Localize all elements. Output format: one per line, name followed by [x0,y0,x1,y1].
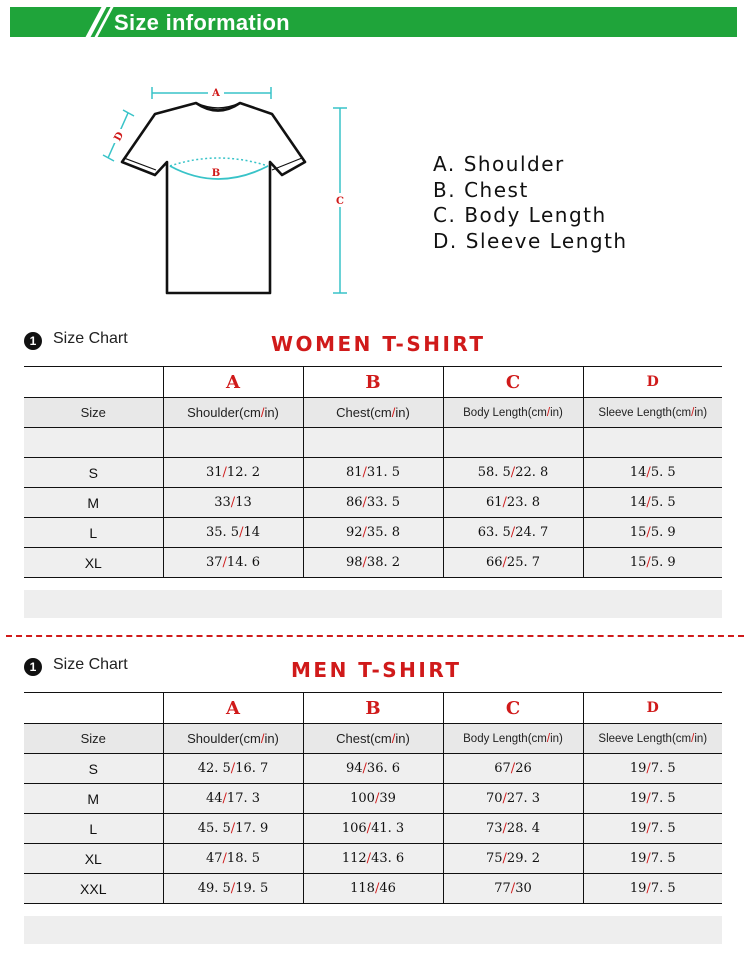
chest-measure-top [170,158,268,166]
value-sep: / [510,881,516,896]
header-unit: in) [694,732,708,745]
sleeve-value-cell [583,754,722,784]
value-cm: 118 [350,881,375,896]
blank-row [24,428,722,458]
shoulder-value-cell [163,518,303,548]
value-sep: / [230,761,236,776]
value-in: 14 [243,525,260,540]
chest-value-cell [303,814,443,844]
size-cell: XL [24,548,163,578]
sleeve-value-cell [583,488,722,518]
blank-cell [303,428,443,458]
shoulder-value-cell [163,458,303,488]
value-in: 29. 2 [506,851,540,866]
section-number-badge: 1 [24,332,42,350]
value-sep: / [646,881,651,896]
value-sep: / [646,851,651,866]
value-sep: / [646,525,651,540]
value-cm: 94 [345,761,363,776]
value-sep: / [362,555,367,570]
diagram-label-b: B [211,168,221,179]
header-sleeve-length [583,724,722,754]
value-in: 31. 5 [366,465,400,480]
chest-value-cell [303,844,443,874]
value-sep: / [222,555,227,570]
letter-a: A [163,693,303,724]
size-cell: M [24,784,163,814]
header-sep: / [546,406,551,419]
body-value-cell [443,784,583,814]
value-sep: / [366,821,372,836]
sleeve-value-cell [583,814,722,844]
value-sep: / [222,791,227,806]
table-row [24,548,722,578]
value-cm: 35. 5 [205,525,240,540]
sleeve-value-cell [583,458,722,488]
value-cm: 67 [494,761,511,776]
value-in: 27. 3 [506,791,540,806]
value-cm: 61 [485,495,503,510]
value-cm: 49. 5 [197,881,231,896]
header-unit: in) [264,731,279,746]
men-table-body [24,754,722,904]
chest-value-cell [303,458,443,488]
header-sep: / [260,405,265,420]
header-unit: in) [395,405,410,420]
value-sep: / [646,791,651,806]
chest-value-cell [303,784,443,814]
value-in: 30 [515,881,532,896]
body-value-cell [443,458,583,488]
header-chest [303,398,443,428]
tshirt-outline [122,103,305,293]
value-cm: 81 [345,465,363,480]
measurement-legend [433,152,636,254]
value-in: 19. 5 [235,881,269,896]
sleeve-value-cell [583,844,722,874]
value-sep: / [362,761,367,776]
header-unit: in) [550,732,563,745]
legend-letter: C. [433,203,457,227]
table-row [24,518,722,548]
letter-row [24,367,722,398]
size-cell: S [24,754,163,784]
value-in: 41. 3 [371,821,405,836]
value-in: 24. 7 [515,525,549,540]
value-in: 23. 8 [506,495,540,510]
value-cm: 14 [629,465,647,480]
sleeve-value-cell [583,548,722,578]
legend-item [433,178,636,204]
value-in: 17. 9 [235,821,269,836]
value-cm: 45. 5 [197,821,231,836]
value-in: 5. 5 [650,495,676,510]
blank-cell [24,428,163,458]
value-in: 18. 5 [226,851,260,866]
value-sep: / [646,495,651,510]
value-cm: 86 [345,495,363,510]
legend-text: Sleeve Length [465,228,628,253]
size-cell: L [24,518,163,548]
value-cm: 98 [345,555,363,570]
shoulder-value-cell [163,874,303,904]
header-chest [303,724,443,754]
value-in: 46 [379,881,396,896]
header-row [24,398,722,428]
header-unit: in) [395,731,410,746]
value-sep: / [366,851,372,866]
legend-letter: A. [433,152,456,176]
header-text: Body Length(cm [463,406,547,419]
value-cm: 19 [629,791,647,806]
legend-letter: D. [433,228,458,253]
header-unit: in) [550,406,563,419]
legend-item [433,229,636,255]
value-in: 16. 7 [235,761,269,776]
value-cm: 19 [629,881,647,896]
sleeve-hem-right [272,158,302,170]
diagram-label-c: C [336,196,344,207]
value-cm: 58. 5 [477,465,511,480]
size-cell: XL [24,844,163,874]
header-sep: / [691,732,695,745]
value-in: 35. 8 [366,525,400,540]
table-row [24,844,722,874]
value-in: 5. 9 [650,555,676,570]
value-cm: 33 [214,495,231,510]
header-shoulder [163,398,303,428]
value-cm: 92 [345,525,363,540]
value-cm: 63. 5 [477,525,511,540]
header-text: Shoulder(cm [187,405,261,420]
value-in: 38. 2 [366,555,400,570]
section-label: Size Chart [53,330,128,347]
letter-a: A [163,367,303,398]
body-value-cell [443,844,583,874]
section-banner [10,7,737,37]
value-cm: 19 [629,821,647,836]
value-cm: 15 [629,555,647,570]
header-body-length [443,724,583,754]
shoulder-value-cell [163,548,303,578]
table-row [24,874,722,904]
diagram-label-d: D [112,130,127,144]
value-sep: / [646,821,651,836]
value-cm: 19 [629,761,647,776]
value-sep: / [510,465,516,480]
shoulder-value-cell [163,814,303,844]
legend-letter: B. [433,177,457,202]
legend-item [433,203,636,229]
value-cm: 106 [341,821,367,836]
chest-value-cell [303,874,443,904]
value-sep: / [646,465,651,480]
body-value-cell [443,488,583,518]
body-value-cell [443,518,583,548]
legend-text: Chest [464,177,529,202]
letter-b: B [303,367,443,398]
men-chart-title: MEN T-SHIRT [291,658,462,682]
value-sep: / [362,495,367,510]
legend-text: Body Length [464,203,607,227]
shoulder-value-cell [163,488,303,518]
value-sep: / [502,555,507,570]
blank-cell [443,428,583,458]
value-in: 33. 5 [366,495,400,510]
value-in: 7. 5 [650,881,676,896]
value-sep: / [230,821,236,836]
shoulder-value-cell [163,844,303,874]
value-in: 26 [515,761,532,776]
table-row [24,458,722,488]
value-sep: / [374,791,380,806]
value-sep: / [510,525,516,540]
value-in: 25. 7 [506,555,540,570]
value-sep: / [362,465,367,480]
value-in: 7. 5 [650,761,676,776]
table-row [24,754,722,784]
header-sleeve-length [583,398,722,428]
value-cm: 15 [629,525,647,540]
value-cm: 73 [485,821,503,836]
body-value-cell [443,874,583,904]
header-text: Sleeve Length(cm [598,732,692,745]
value-cm: 112 [341,851,367,866]
body-value-cell [443,754,583,784]
body-value-cell [443,814,583,844]
value-sep: / [646,761,651,776]
value-in: 7. 5 [650,821,676,836]
value-sep: / [239,525,244,540]
header-text: Body Length(cm [463,732,547,745]
value-in: 28. 4 [506,821,540,836]
header-size [24,398,163,428]
chest-value-cell [303,488,443,518]
value-cm: 42. 5 [197,761,231,776]
letter-b: B [303,693,443,724]
value-cm: 14 [629,495,647,510]
chest-value-cell [303,548,443,578]
value-in: 22. 8 [515,465,549,480]
letter-cell-empty [24,693,163,724]
letter-c: C [443,693,583,724]
banner-title: Size information [114,10,290,35]
legend-item [433,152,636,178]
table-row [24,488,722,518]
header-shoulder [163,724,303,754]
value-in: 43. 6 [371,851,405,866]
table-row [24,784,722,814]
tshirt-diagram [100,80,370,300]
value-in: 13 [235,495,252,510]
body-value-cell [443,548,583,578]
sleeve-value-cell [583,874,722,904]
value-sep: / [222,851,227,866]
sleeve-value-cell [583,518,722,548]
value-cm: 31 [205,465,223,480]
women-size-table [24,366,722,578]
header-text: Chest(cm [336,405,392,420]
value-in: 7. 5 [650,791,676,806]
value-cm: 47 [205,851,223,866]
value-cm: 75 [485,851,503,866]
value-cm: 37 [205,555,223,570]
value-sep: / [502,821,507,836]
letter-c: C [443,367,583,398]
value-in: 14. 6 [226,555,260,570]
value-cm: 19 [629,851,647,866]
size-cell: S [24,458,163,488]
header-text: Size [80,731,106,746]
women-table-footer-strip [24,590,722,618]
value-in: 36. 6 [366,761,400,776]
sleeve-value-cell [583,784,722,814]
legend-text: Shoulder [463,152,565,176]
size-cell: L [24,814,163,844]
shoulder-value-cell [163,784,303,814]
diagram-label-a: A [212,88,220,99]
shoulder-value-cell [163,754,303,784]
header-text: Chest(cm [336,731,392,746]
value-sep: / [510,761,516,776]
men-table-footer-strip [24,916,722,944]
letter-cell-empty [24,367,163,398]
size-cell: M [24,488,163,518]
sleeve-measure-cap [123,110,134,116]
header-unit: in) [264,405,279,420]
value-in: 5. 5 [650,465,676,480]
header-text: Size [80,405,106,420]
value-sep: / [374,881,380,896]
value-sep: / [222,465,227,480]
header-text: Sleeve Length(cm [598,406,692,419]
header-sep: / [546,732,551,745]
blank-cell [583,428,722,458]
size-cell: XXL [24,874,163,904]
blank-cell [163,428,303,458]
value-sep: / [502,851,507,866]
value-sep: / [230,881,236,896]
header-text: Shoulder(cm [187,731,261,746]
header-sep: / [260,731,265,746]
value-cm: 70 [485,791,503,806]
header-row [24,724,722,754]
header-sep: / [691,406,695,419]
header-body-length [443,398,583,428]
letter-row [24,693,722,724]
value-in: 5. 9 [650,525,676,540]
header-sep: / [391,731,396,746]
value-sep: / [362,525,367,540]
value-cm: 100 [350,791,375,806]
table-row [24,814,722,844]
value-sep: / [502,791,507,806]
value-sep: / [646,555,651,570]
section-label: Size Chart [53,656,128,673]
value-cm: 66 [485,555,503,570]
section-divider [6,635,744,637]
women-table-body [24,458,722,578]
value-in: 12. 2 [226,465,260,480]
value-cm: 44 [205,791,223,806]
men-size-table [24,692,722,904]
header-size [24,724,163,754]
letter-d: D [583,693,722,724]
header-sep: / [391,405,396,420]
value-in: 39 [379,791,396,806]
value-in: 17. 3 [226,791,260,806]
chest-value-cell [303,754,443,784]
section-number-badge: 1 [24,658,42,676]
header-unit: in) [694,406,708,419]
value-in: 7. 5 [650,851,676,866]
value-sep: / [502,495,507,510]
letter-d: D [583,367,722,398]
women-chart-title: WOMEN T-SHIRT [271,332,486,356]
value-cm: 77 [494,881,511,896]
value-sep: / [230,495,236,510]
chest-value-cell [303,518,443,548]
